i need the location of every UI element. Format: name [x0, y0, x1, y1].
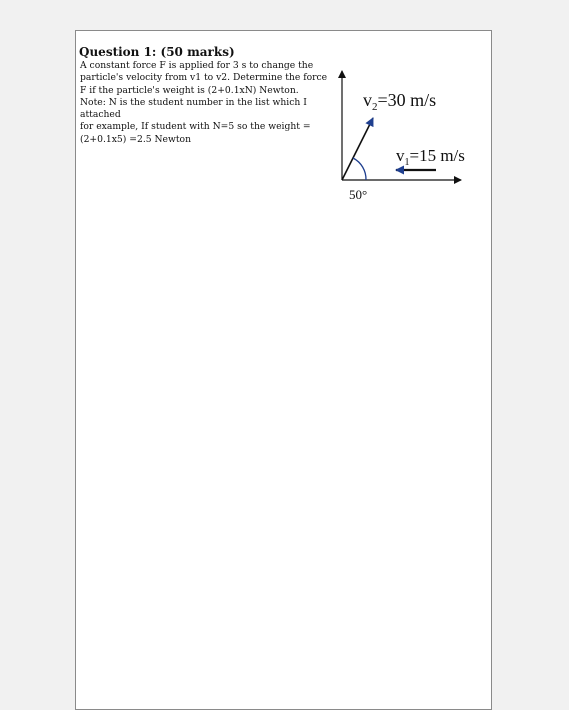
angle-label: 50° [349, 187, 368, 202]
question-title: Question 1: (50 marks) [79, 45, 235, 59]
v1-subscript: 1 [404, 157, 410, 168]
v1-label [396, 146, 465, 168]
question-line: particle's velocity from v1 to v2. Determine the force [80, 72, 328, 84]
question-line: for example, If student with N=5 so the weight = [80, 121, 311, 133]
question-line: (2+0.1x5) =2.5 Newton [80, 133, 191, 145]
v2-arrow [342, 118, 373, 180]
question-line: F if the particle's weight is (2+0.1xN) Newton. [80, 84, 299, 96]
v2-label [363, 90, 436, 113]
v2-value: =30 m/s [377, 90, 437, 110]
angle-arc [353, 158, 366, 180]
question-line: A constant force F is applied for 3 s to change the [80, 60, 314, 71]
question-line: attached [80, 109, 121, 121]
question-line: Note: N is the student number in the list which I [80, 96, 307, 108]
v2-subscript: 2 [372, 101, 378, 113]
v1-value: =15 m/s [409, 146, 465, 165]
v2-symbol: v [363, 90, 372, 110]
v1-symbol: v [396, 146, 405, 165]
